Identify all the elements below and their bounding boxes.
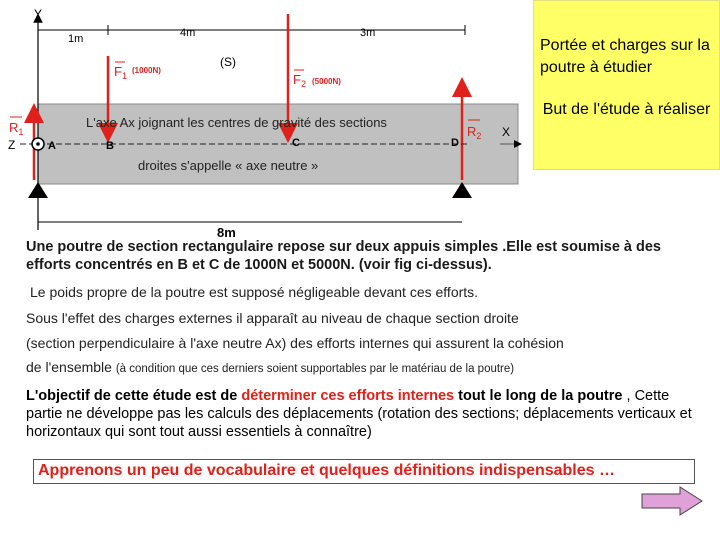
right-arrow-icon[interactable] — [640, 485, 704, 517]
objective-start: L'objectif de cette étude est de — [26, 388, 238, 404]
info-box — [533, 0, 720, 170]
dim-3m: 3m — [360, 27, 376, 39]
point-a: A — [48, 140, 56, 152]
paragraph-weight: Le poids propre de la poutre est supposé négligeable devant ces efforts. — [30, 284, 479, 300]
dim-8m: 8m — [217, 225, 236, 240]
beam-text-line-2: droites s'appelle « axe neutre » — [138, 158, 319, 173]
info-box-title: Portée et charges sur la poutre à étudier — [540, 37, 710, 76]
objective-mid: tout le long de la poutre — [458, 388, 623, 404]
objective-end: , Cette partie ne développe pas les calculs des déplacements (rotation des sections; déplacements verticaux et horizontaux qui sont tout aussi essentiels à connaître) — [26, 388, 692, 440]
beam-text-line-1: L'axe Ax joignant les centres de gravité des sections — [86, 115, 387, 130]
paragraph-effects-3-main: de l'ensemble — [26, 359, 112, 375]
force-f1-value: (1000N) — [132, 66, 161, 75]
dim-1m: 1m — [68, 33, 84, 45]
point-b: B — [106, 140, 114, 152]
point-d: D — [451, 137, 459, 149]
paragraph-effects-2: (section perpendiculaire à l'axe neutre Ax) des efforts internes qui assurent la cohésion — [26, 335, 564, 351]
paragraph-effects-3-note: (à condition que ces derniers soient supportables par le matériau de la poutre) — [115, 363, 515, 375]
objective-highlight: déterminer ces efforts internes — [241, 388, 455, 404]
section-label: (S) — [220, 55, 236, 69]
paragraph-effects-3 — [26, 358, 706, 378]
info-box-goal: But de l'étude à réaliser — [542, 101, 711, 118]
vocabulary-banner — [33, 459, 695, 484]
force-f2-label: $F_2$ — [293, 72, 306, 89]
paragraph-objective — [26, 387, 706, 441]
dim-4m: 4m — [180, 27, 196, 39]
point-c: C — [292, 137, 300, 149]
y-axis-label: Y — [34, 7, 43, 21]
paragraph-intro: Une poutre de section rectangulaire repose sur deux appuis simples .Elle est soumise à des efforts concentrés en B et C de 1000N et 5000N. (voir fig ci-dessus). — [26, 239, 661, 273]
reaction-r1-label: $R_1$ — [9, 120, 24, 137]
x-axis-label: X — [502, 125, 511, 139]
paragraph-effects-1: Sous l'effet des charges externes il apparaît au niveau de chaque section droite — [26, 310, 519, 326]
reaction-r2-label: $R_2$ — [467, 124, 482, 141]
force-f1-label: $F_1$ — [114, 64, 127, 81]
vocabulary-banner-label: Apprenons un peu de vocabulaire et quelques définitions indispensables … — [38, 462, 615, 479]
z-axis-origin-dot — [36, 142, 40, 146]
z-axis-label: Z — [8, 138, 16, 152]
force-f2-value: (5000N) — [312, 77, 341, 86]
